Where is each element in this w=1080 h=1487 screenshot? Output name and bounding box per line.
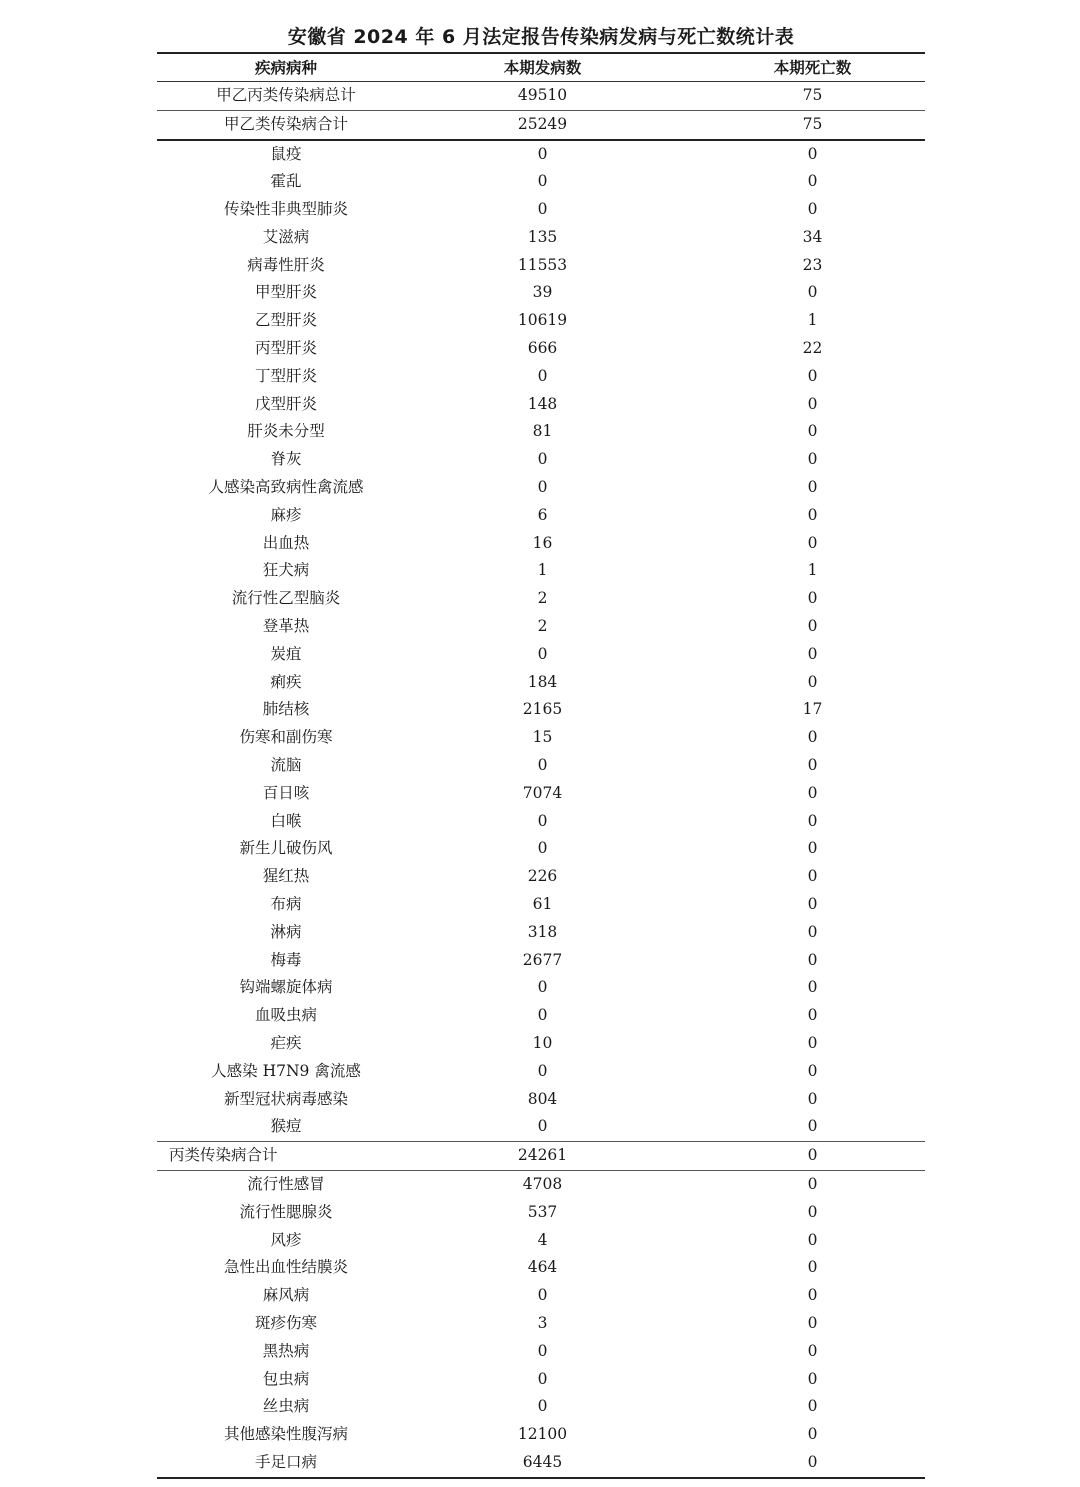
cases-value: 0 bbox=[537, 756, 548, 775]
table-row bbox=[157, 168, 925, 196]
cases-value: 11553 bbox=[517, 255, 568, 274]
table-row bbox=[157, 947, 925, 975]
deaths-value: 0 bbox=[807, 1425, 818, 1444]
table-row bbox=[157, 140, 925, 169]
disease-name: 黑热病 bbox=[262, 1341, 310, 1360]
deaths-value: 0 bbox=[807, 200, 818, 219]
table-row bbox=[157, 1170, 925, 1198]
cases-value: 2165 bbox=[522, 700, 563, 719]
disease-name: 疟疾 bbox=[270, 1034, 302, 1052]
disease-name: 炭疽 bbox=[270, 644, 302, 663]
cases-value: 0 bbox=[537, 978, 548, 997]
table-row bbox=[157, 1227, 925, 1255]
deaths-value: 0 bbox=[807, 728, 818, 747]
table-row bbox=[157, 585, 925, 613]
table-row bbox=[157, 974, 925, 1002]
disease-name: 丝虫病 bbox=[262, 1397, 310, 1416]
deaths-value: 1 bbox=[807, 561, 818, 580]
table-row bbox=[157, 1282, 925, 1310]
cases-value: 4708 bbox=[522, 1174, 563, 1193]
deaths-value: 0 bbox=[807, 1286, 818, 1305]
cases-value: 666 bbox=[527, 339, 558, 358]
table-row bbox=[157, 474, 925, 502]
cases-value: 1 bbox=[537, 561, 548, 580]
disease-name: 其他感染性腹泻病 bbox=[223, 1425, 348, 1444]
disease-name: 猩红热 bbox=[262, 867, 310, 886]
cases-value: 464 bbox=[527, 1258, 558, 1277]
disease-name: 淋病 bbox=[270, 922, 302, 941]
table-row bbox=[157, 418, 925, 446]
disease-name: 新型冠状病毒感染 bbox=[223, 1089, 348, 1108]
summary-cases: 49510 bbox=[415, 81, 670, 110]
deaths-value: 0 bbox=[807, 811, 818, 830]
deaths-value: 0 bbox=[807, 1061, 818, 1080]
disease-name: 流行性乙型脑炎 bbox=[231, 589, 341, 608]
table-row bbox=[157, 1113, 925, 1141]
disease-name: 狂犬病 bbox=[262, 561, 310, 580]
deaths-value: 1 bbox=[807, 311, 818, 330]
disease-name: 丙类传染病合计 bbox=[157, 1142, 415, 1171]
cases-value: 6 bbox=[537, 505, 548, 524]
table-row bbox=[157, 446, 925, 474]
disease-name: 登革热 bbox=[262, 617, 310, 636]
cases-value: 7074 bbox=[522, 783, 563, 802]
disease-name: 手足口病 bbox=[157, 1449, 415, 1478]
disease-name: 出血热 bbox=[262, 533, 310, 552]
table-row bbox=[157, 1310, 925, 1338]
cases-value: 0 bbox=[537, 144, 548, 163]
summary-cases: 25249 bbox=[415, 110, 670, 140]
deaths-value: 0 bbox=[807, 1202, 818, 1221]
table-row bbox=[157, 530, 925, 558]
cases-value: 0 bbox=[537, 1397, 548, 1416]
cases-value: 0 bbox=[537, 1117, 548, 1136]
deaths-value: 0 bbox=[807, 644, 818, 663]
table-row bbox=[157, 1002, 925, 1030]
cases-value: 12100 bbox=[517, 1425, 568, 1444]
cases-value: 10619 bbox=[517, 311, 568, 330]
deaths-value: 0 bbox=[807, 1313, 818, 1332]
cases-value: 2 bbox=[537, 589, 548, 608]
section-total-row bbox=[157, 1142, 925, 1171]
table-row bbox=[157, 780, 925, 808]
table-row bbox=[157, 863, 925, 891]
deaths-value: 0 bbox=[807, 1369, 818, 1388]
cases-value: 0 bbox=[537, 1006, 548, 1025]
cases-value: 804 bbox=[527, 1089, 558, 1108]
disease-name: 乙型肝炎 bbox=[254, 311, 317, 330]
disease-name: 新生儿破伤风 bbox=[239, 839, 333, 858]
deaths-value: 0 bbox=[807, 1230, 818, 1249]
table-row bbox=[157, 891, 925, 919]
table-row bbox=[157, 1199, 925, 1227]
deaths-value: 0 bbox=[807, 950, 818, 969]
table-row bbox=[157, 752, 925, 780]
table-row bbox=[157, 1421, 925, 1449]
table-row bbox=[157, 613, 925, 641]
disease-name: 甲型肝炎 bbox=[254, 283, 317, 302]
cases-value: 0 bbox=[537, 1061, 548, 1080]
deaths-value: 22 bbox=[802, 339, 823, 358]
table-row bbox=[157, 669, 925, 697]
deaths-value: 0 bbox=[807, 1089, 818, 1108]
deaths-value: 0 bbox=[807, 895, 818, 914]
disease-name: 麻疹 bbox=[270, 505, 302, 524]
cases-value: 16 bbox=[532, 533, 553, 552]
table-row bbox=[157, 502, 925, 530]
table-row bbox=[157, 808, 925, 836]
deaths-value: 0 bbox=[670, 1449, 925, 1478]
cases-value: 0 bbox=[537, 839, 548, 858]
deaths-value: 0 bbox=[670, 1142, 925, 1171]
deaths-value: 0 bbox=[807, 589, 818, 608]
disease-name: 钩端螺旋体病 bbox=[239, 978, 333, 997]
cases-value: 148 bbox=[527, 394, 558, 413]
cases-value: 24261 bbox=[415, 1142, 670, 1171]
cases-value: 15 bbox=[532, 728, 553, 747]
deaths-value: 0 bbox=[807, 144, 818, 163]
deaths-value: 0 bbox=[807, 394, 818, 413]
table-row bbox=[157, 307, 925, 335]
deaths-value: 0 bbox=[807, 1397, 818, 1416]
table-row bbox=[157, 1338, 925, 1366]
disease-name: 痢疾 bbox=[270, 672, 302, 691]
table-row bbox=[157, 835, 925, 863]
table-row bbox=[157, 1393, 925, 1421]
disease-name: 白喉 bbox=[270, 811, 302, 830]
disease-name: 戊型肝炎 bbox=[254, 394, 317, 413]
summary-name: 甲乙类传染病合计 bbox=[157, 110, 415, 140]
disease-name: 风疹 bbox=[270, 1230, 302, 1249]
disease-name: 梅毒 bbox=[270, 950, 302, 969]
cases-value: 226 bbox=[527, 867, 558, 886]
deaths-value: 0 bbox=[807, 422, 818, 441]
cases-value: 39 bbox=[532, 283, 553, 302]
disease-name: 艾滋病 bbox=[262, 227, 310, 246]
table-body bbox=[157, 81, 925, 1478]
table-row bbox=[157, 1254, 925, 1282]
cases-value: 135 bbox=[527, 227, 558, 246]
disease-name: 病毒性肝炎 bbox=[247, 255, 325, 274]
header-disease: 疾病病种 bbox=[157, 53, 415, 81]
summary-name: 甲乙丙类传染病总计 bbox=[157, 81, 415, 110]
table-row bbox=[157, 252, 925, 280]
deaths-value: 0 bbox=[807, 283, 818, 302]
disease-name: 伤寒和副伤寒 bbox=[239, 728, 333, 747]
cases-value: 0 bbox=[537, 1369, 548, 1388]
disease-name: 血吸虫病 bbox=[254, 1006, 317, 1025]
disease-name: 流行性感冒 bbox=[247, 1174, 325, 1193]
table-row bbox=[157, 1058, 925, 1086]
table-row bbox=[157, 196, 925, 224]
disease-name: 布病 bbox=[270, 895, 302, 914]
disease-name: 流脑 bbox=[270, 756, 302, 775]
cases-value: 0 bbox=[537, 644, 548, 663]
disease-name: 脊灰 bbox=[270, 450, 302, 469]
disease-name: 霍乱 bbox=[270, 172, 302, 191]
deaths-value: 0 bbox=[807, 783, 818, 802]
disease-statistics-table bbox=[157, 52, 925, 1479]
disease-name: 包虫病 bbox=[262, 1369, 310, 1388]
table-row bbox=[157, 363, 925, 391]
table-title: 安徽省 2024 年 6 月法定报告传染病发病与死亡数统计表 bbox=[287, 26, 795, 48]
disease-name: 急性出血性结膜炎 bbox=[223, 1258, 348, 1277]
disease-name: 百日咳 bbox=[262, 783, 310, 802]
deaths-value: 0 bbox=[807, 533, 818, 552]
disease-name: 传染性非典型肺炎 bbox=[223, 200, 348, 219]
summary-deaths: 75 bbox=[670, 110, 925, 140]
deaths-value: 0 bbox=[807, 672, 818, 691]
disease-name: 丁型肝炎 bbox=[254, 366, 317, 385]
header-deaths: 本期死亡数 bbox=[670, 53, 925, 81]
deaths-value: 0 bbox=[807, 478, 818, 497]
table-row bbox=[157, 1449, 925, 1478]
deaths-value: 0 bbox=[807, 1117, 818, 1136]
disease-name: 鼠疫 bbox=[270, 144, 302, 163]
table-row bbox=[157, 1086, 925, 1114]
table-row bbox=[157, 391, 925, 419]
statistics-document bbox=[157, 22, 925, 1479]
cases-value: 4 bbox=[537, 1230, 548, 1249]
cases-value: 0 bbox=[537, 1341, 548, 1360]
deaths-value: 0 bbox=[807, 1006, 818, 1025]
summary-row-ab bbox=[157, 110, 925, 140]
cases-value: 0 bbox=[537, 450, 548, 469]
cases-value: 0 bbox=[537, 1286, 548, 1305]
cases-value: 2 bbox=[537, 617, 548, 636]
table-row bbox=[157, 335, 925, 363]
cases-value: 2677 bbox=[522, 950, 563, 969]
deaths-value: 23 bbox=[802, 255, 823, 274]
cases-value: 318 bbox=[527, 922, 558, 941]
deaths-value: 0 bbox=[807, 172, 818, 191]
table-row bbox=[157, 279, 925, 307]
summary-row-total bbox=[157, 81, 925, 110]
deaths-value: 0 bbox=[807, 450, 818, 469]
deaths-value: 0 bbox=[807, 756, 818, 775]
deaths-value: 34 bbox=[802, 227, 823, 246]
disease-name: 猴痘 bbox=[270, 1117, 302, 1136]
table-row bbox=[157, 696, 925, 724]
disease-name: 肝炎未分型 bbox=[247, 422, 325, 441]
deaths-value: 0 bbox=[807, 1341, 818, 1360]
cases-value: 6445 bbox=[415, 1449, 670, 1478]
cases-value: 3 bbox=[537, 1313, 548, 1332]
disease-name: 麻风病 bbox=[262, 1286, 310, 1305]
cases-value: 0 bbox=[537, 172, 548, 191]
cases-value: 184 bbox=[527, 672, 558, 691]
table-row bbox=[157, 724, 925, 752]
summary-deaths: 75 bbox=[670, 81, 925, 110]
cases-value: 537 bbox=[527, 1202, 558, 1221]
deaths-value: 0 bbox=[807, 978, 818, 997]
header-cases: 本期发病数 bbox=[415, 53, 670, 81]
header-row bbox=[157, 53, 925, 81]
deaths-value: 0 bbox=[807, 922, 818, 941]
table-row bbox=[157, 919, 925, 947]
cases-value: 0 bbox=[537, 366, 548, 385]
disease-name: 人感染 H7N9 禽流感 bbox=[211, 1061, 361, 1080]
deaths-value: 0 bbox=[807, 617, 818, 636]
disease-name: 肺结核 bbox=[262, 700, 310, 719]
deaths-value: 0 bbox=[807, 505, 818, 524]
disease-name: 丙型肝炎 bbox=[254, 339, 317, 358]
deaths-value: 0 bbox=[807, 1034, 818, 1052]
cases-value: 0 bbox=[537, 478, 548, 497]
table-row bbox=[157, 641, 925, 669]
deaths-value: 0 bbox=[807, 366, 818, 385]
deaths-value: 17 bbox=[802, 700, 823, 719]
cases-value: 10 bbox=[532, 1034, 553, 1052]
deaths-value: 0 bbox=[807, 1174, 818, 1193]
table-row bbox=[157, 1030, 925, 1058]
deaths-value: 0 bbox=[807, 1258, 818, 1277]
table-row bbox=[157, 557, 925, 585]
cases-value: 61 bbox=[532, 895, 553, 914]
disease-name: 斑疹伤寒 bbox=[254, 1313, 317, 1332]
deaths-value: 0 bbox=[807, 867, 818, 886]
disease-name: 人感染高致病性禽流感 bbox=[208, 478, 364, 497]
table-row bbox=[157, 1366, 925, 1394]
disease-name: 流行性腮腺炎 bbox=[239, 1202, 333, 1221]
cases-value: 81 bbox=[532, 422, 553, 441]
cases-value: 0 bbox=[537, 200, 548, 219]
table-row bbox=[157, 224, 925, 252]
deaths-value: 0 bbox=[807, 839, 818, 858]
cases-value: 0 bbox=[537, 811, 548, 830]
